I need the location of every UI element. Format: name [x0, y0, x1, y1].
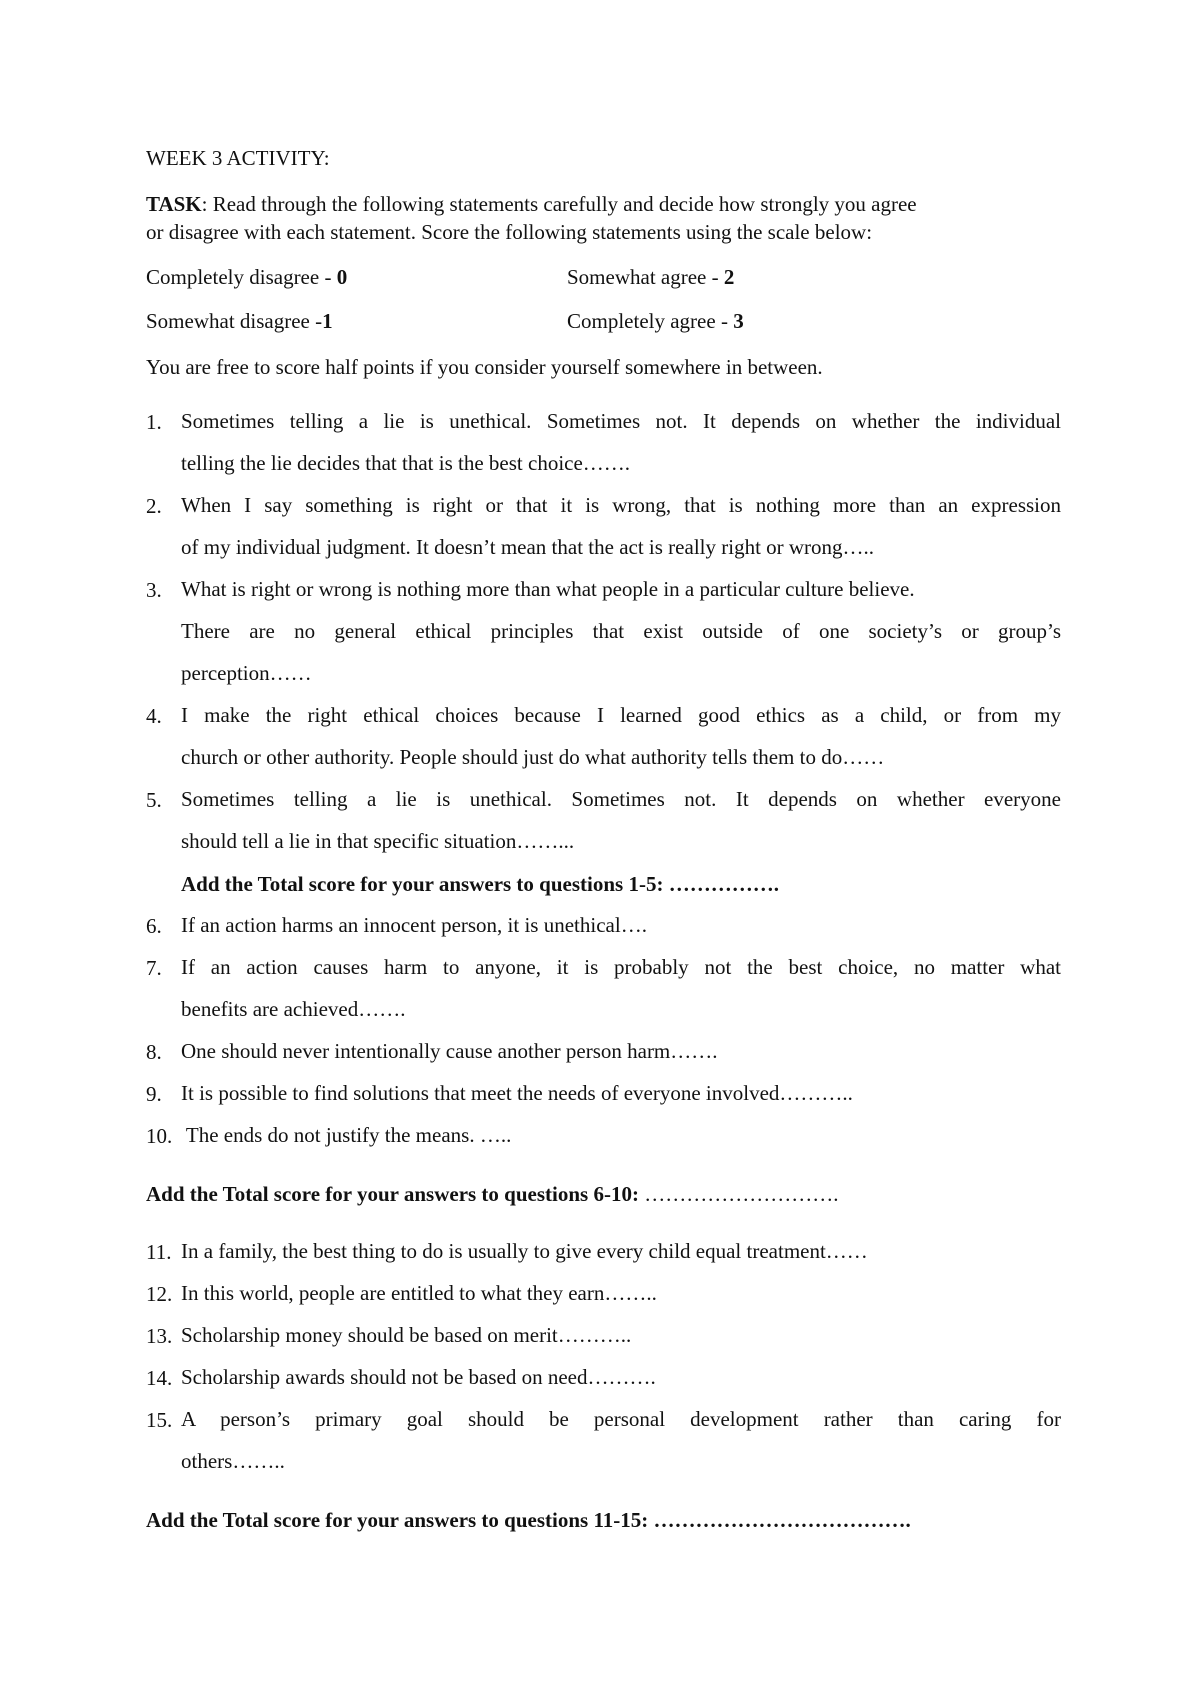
- question-line: perception……: [181, 661, 312, 685]
- page-title: WEEK 3 ACTIVITY:: [146, 146, 330, 170]
- question-line: church or other authority. People should just do what authority tells them to do……: [181, 745, 885, 769]
- question-3: [181, 568, 1061, 694]
- question-line: A person’s primary goal should be personal development rather than caring for: [181, 1407, 1061, 1431]
- question-line: In a family, the best thing to do is usually to give every child equal treatment……: [181, 1239, 868, 1263]
- question-number: 12.: [146, 1282, 173, 1306]
- question-line: When I say something is right or that it is wrong, that is nothing more than an expression: [181, 493, 1061, 517]
- question-number: 10.: [146, 1124, 173, 1148]
- question-line: Sometimes telling a lie is unethical. Sometimes not. It depends on whether everyone: [181, 787, 1061, 811]
- total-score-6-10: Add the Total score for your answers to questions 6-10: ……………………….: [146, 1182, 839, 1206]
- question-line: It is possible to find solutions that meet the needs of everyone involved………..: [181, 1081, 853, 1105]
- question-number: 2.: [146, 494, 162, 518]
- question-line: One should never intentionally cause another person harm…….: [181, 1039, 718, 1063]
- total-score-1-5: Add the Total score for your answers to questions 1-5: …………….: [181, 872, 779, 896]
- task-instruction-line-1: [146, 192, 917, 217]
- question-number: 4.: [146, 704, 162, 728]
- question-7: [181, 946, 1061, 1030]
- question-line: others……..: [181, 1449, 285, 1473]
- question-number: 6.: [146, 914, 162, 938]
- question-1: [181, 400, 1061, 484]
- question-9: [181, 1072, 1061, 1114]
- question-line: The ends do not justify the means. …..: [181, 1123, 512, 1147]
- question-line: of my individual judgment. It doesn’t mean that the act is really right or wrong…..: [181, 535, 875, 559]
- question-line: I make the right ethical choices because I learned good ethics as a child, or from my: [181, 703, 1061, 727]
- question-12: [181, 1272, 1061, 1314]
- question-line: What is right or wrong is nothing more than what people in a particular culture believe.: [181, 577, 915, 601]
- question-number: 14.: [146, 1366, 173, 1390]
- question-13: [181, 1314, 1061, 1356]
- question-line: benefits are achieved…….: [181, 997, 406, 1021]
- question-line: In this world, people are entitled to what they earn……..: [181, 1281, 657, 1305]
- question-number: 8.: [146, 1040, 162, 1064]
- scale-completely-disagree: Completely disagree - 0: [146, 265, 348, 289]
- question-number: 3.: [146, 578, 162, 602]
- total-score-11-15: Add the Total score for your answers to questions 11-15: ……………………………….: [146, 1508, 911, 1532]
- question-number: 11.: [146, 1240, 172, 1264]
- question-line: There are no general ethical principles that exist outside of one society’s or group’s: [181, 619, 1061, 643]
- question-number: 1.: [146, 410, 162, 434]
- answer-blank[interactable]: ……………………….: [644, 1182, 839, 1206]
- question-line: Scholarship awards should not be based on need……….: [181, 1365, 656, 1389]
- question-14: [181, 1356, 1061, 1398]
- question-number: 9.: [146, 1082, 162, 1106]
- question-number: 15.: [146, 1408, 173, 1432]
- question-10: [181, 1114, 1061, 1156]
- question-line: telling the lie decides that that is the best choice…….: [181, 451, 631, 475]
- half-points-note: You are free to score half points if you consider yourself somewhere in between.: [146, 355, 823, 379]
- answer-blank[interactable]: ……………………………….: [653, 1508, 911, 1532]
- question-line: Sometimes telling a lie is unethical. Sometimes not. It depends on whether the individual: [181, 409, 1061, 433]
- question-line: Scholarship money should be based on merit………..: [181, 1323, 632, 1347]
- question-line: should tell a lie in that specific situation……...: [181, 829, 575, 853]
- question-number: 5.: [146, 788, 162, 812]
- question-line: If an action causes harm to anyone, it is probably not the best choice, no matter what: [181, 955, 1061, 979]
- task-text-1: : Read through the following statements carefully and decide how strongly you agree: [201, 192, 917, 216]
- question-number: 7.: [146, 956, 162, 980]
- scale-somewhat-disagree: Somewhat disagree -1: [146, 309, 333, 333]
- question-line: If an action harms an innocent person, it is unethical….: [181, 913, 647, 937]
- question-8: [181, 1030, 1061, 1072]
- question-11: [181, 1230, 1061, 1272]
- task-instruction-line-2: or disagree with each statement. Score the following statements using the scale below:: [146, 220, 873, 244]
- question-number: 13.: [146, 1324, 173, 1348]
- question-4: [181, 694, 1061, 778]
- task-label: TASK: [146, 192, 202, 216]
- question-5: [181, 778, 1061, 862]
- scale-completely-agree: Completely agree - 3: [567, 309, 744, 333]
- question-15: [181, 1398, 1061, 1482]
- question-2: [181, 484, 1061, 568]
- answer-blank[interactable]: …………….: [668, 872, 779, 896]
- scale-somewhat-agree: Somewhat agree - 2: [567, 265, 735, 289]
- question-6: [181, 904, 1061, 946]
